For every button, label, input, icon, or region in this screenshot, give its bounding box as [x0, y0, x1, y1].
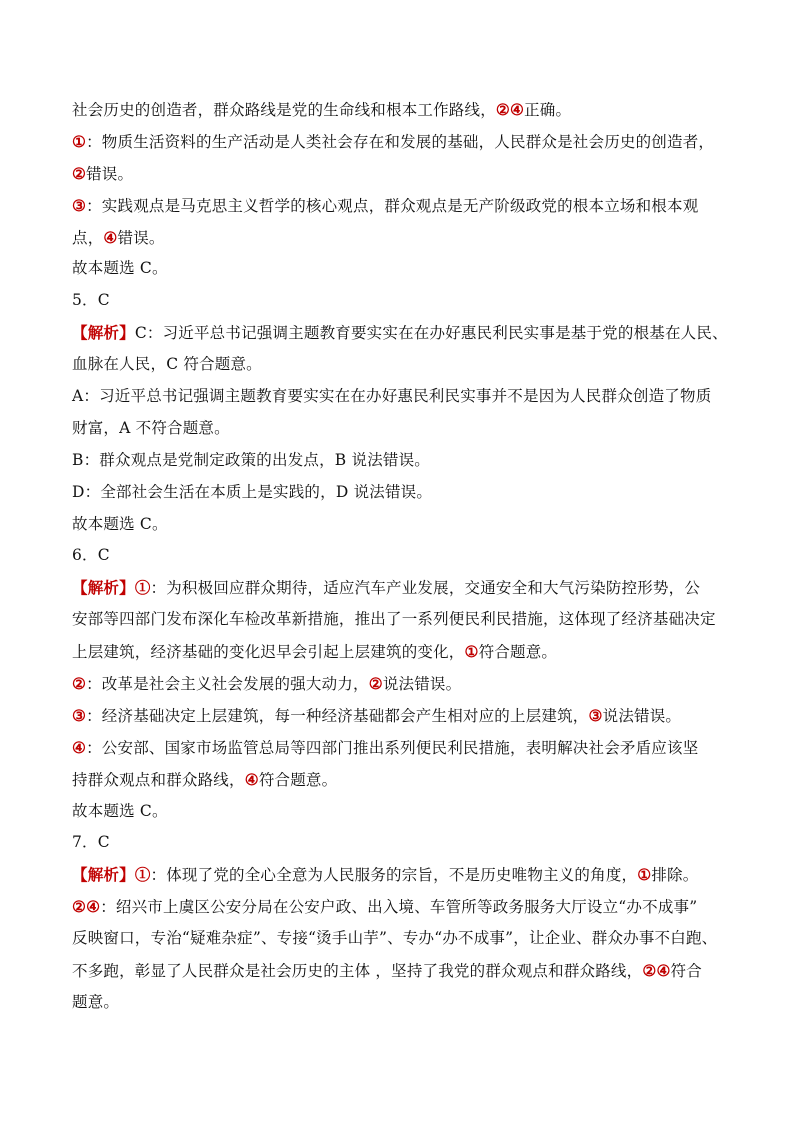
- text-line: ④：公安部、国家市场监管总局等四部门推出系列便民利民措施，表明解决社会矛盾应该坚: [72, 737, 699, 757]
- text-line: 不多跑，彰显了人民群众是社会历史的主体 ，坚持了我党的群众观点和群众路线，②④符合: [72, 961, 702, 981]
- analysis-marker: 【解析】: [72, 323, 135, 343]
- option-marker: ①: [637, 865, 652, 885]
- text-line: ②④：绍兴市上虞区公安分局在公安户政、出入境、车管所等政务服务大厅设立“办不成事”: [72, 897, 698, 917]
- option-marker: ②: [368, 674, 383, 694]
- text-line: 【解析】①：为积极回应群众期待，适应汽车产业发展，交通安全和大气污染防控形势，公: [72, 578, 701, 598]
- text-line: ②：改革是社会主义社会发展的强大动力，②说法错误。: [72, 674, 462, 694]
- option-marker: ③: [72, 195, 87, 215]
- text-line: B：群众观点是党制定政策的出发点，B 说法错误。: [72, 450, 431, 469]
- text-line: 上层建筑，经济基础的变化迟早会引起上层建筑的变化，①符合题意。: [72, 642, 558, 662]
- option-marker: ④: [244, 769, 259, 789]
- text-line: 故本题选 C。: [72, 259, 168, 278]
- text-line: 财富，A 不符合题意。: [72, 418, 230, 437]
- text-line: ③：经济基础决定上层建筑，每一种经济基础都会产生相对应的上层建筑，③说法错误。: [72, 705, 682, 725]
- text-line: 社会历史的创造者，群众路线是党的生命线和根本工作路线，②④正确。: [72, 100, 572, 119]
- text-line: 持群众观点和群众路线，④符合题意。: [72, 769, 338, 789]
- option-marker: ②④: [495, 100, 525, 119]
- option-marker: ②④: [72, 897, 101, 917]
- text-line: 故本题选 C。: [72, 801, 168, 820]
- text-line: ①：物质生活资料的生产活动是人类社会存在和发展的基础，人民群众是社会历史的创造者，: [72, 131, 715, 151]
- option-marker: ②: [72, 163, 87, 183]
- text-line: 【解析】C：习近平总书记强调主题教育要实实在在办好惠民利民实事是基于党的根基在人民、: [72, 323, 728, 343]
- option-marker: ②: [72, 674, 87, 694]
- text-line: A：习近平总书记强调主题教育要实实在在办好惠民利民实事并不是因为人民群众创造了物质: [72, 387, 712, 406]
- question-number: 6．C: [72, 546, 110, 565]
- question-number: 5．C: [72, 291, 110, 310]
- text-line: 题意。: [72, 992, 120, 1011]
- text-line: 安部等四部门发布深化车检改革新措施，推出了一系列便民利民措施，这体现了经济基础决定: [72, 610, 716, 629]
- option-marker: ①: [134, 865, 151, 885]
- option-marker: ③: [72, 705, 87, 725]
- text-line: 故本题选 C。: [72, 514, 168, 533]
- document-page: [72, 94, 732, 1019]
- text-line: ③：实践观点是马克思主义哲学的核心观点，群众观点是无产阶级政党的根本立场和根本观: [72, 195, 699, 215]
- text-line: ②错误。: [72, 163, 134, 183]
- option-marker: ④: [72, 737, 87, 757]
- analysis-marker: 【解析】: [72, 578, 135, 598]
- text-line: 血脉在人民，C 符合题意。: [72, 355, 262, 374]
- text-line: D：全部社会生活在本质上是实践的，D 说法错误。: [72, 482, 433, 501]
- option-marker: ①: [72, 131, 87, 151]
- text-line: 【解析】①：体现了党的全心全意为人民服务的宗旨，不是历史唯物主义的角度，①排除。: [72, 865, 699, 885]
- option-marker: ①: [134, 578, 151, 598]
- option-marker: ①: [464, 642, 479, 662]
- text-line: 点，④错误。: [72, 227, 165, 247]
- text-line: 反映窗口，专治“疑难杂症”、专接“烫手山芋”、专办“办不成事”，让企业、群众办事不白跑、: [72, 929, 718, 948]
- option-marker: ④: [103, 227, 118, 247]
- option-marker: ②④: [642, 961, 671, 981]
- question-number: 7．C: [72, 833, 110, 852]
- analysis-marker: 【解析】: [72, 865, 135, 885]
- option-marker: ③: [588, 705, 603, 725]
